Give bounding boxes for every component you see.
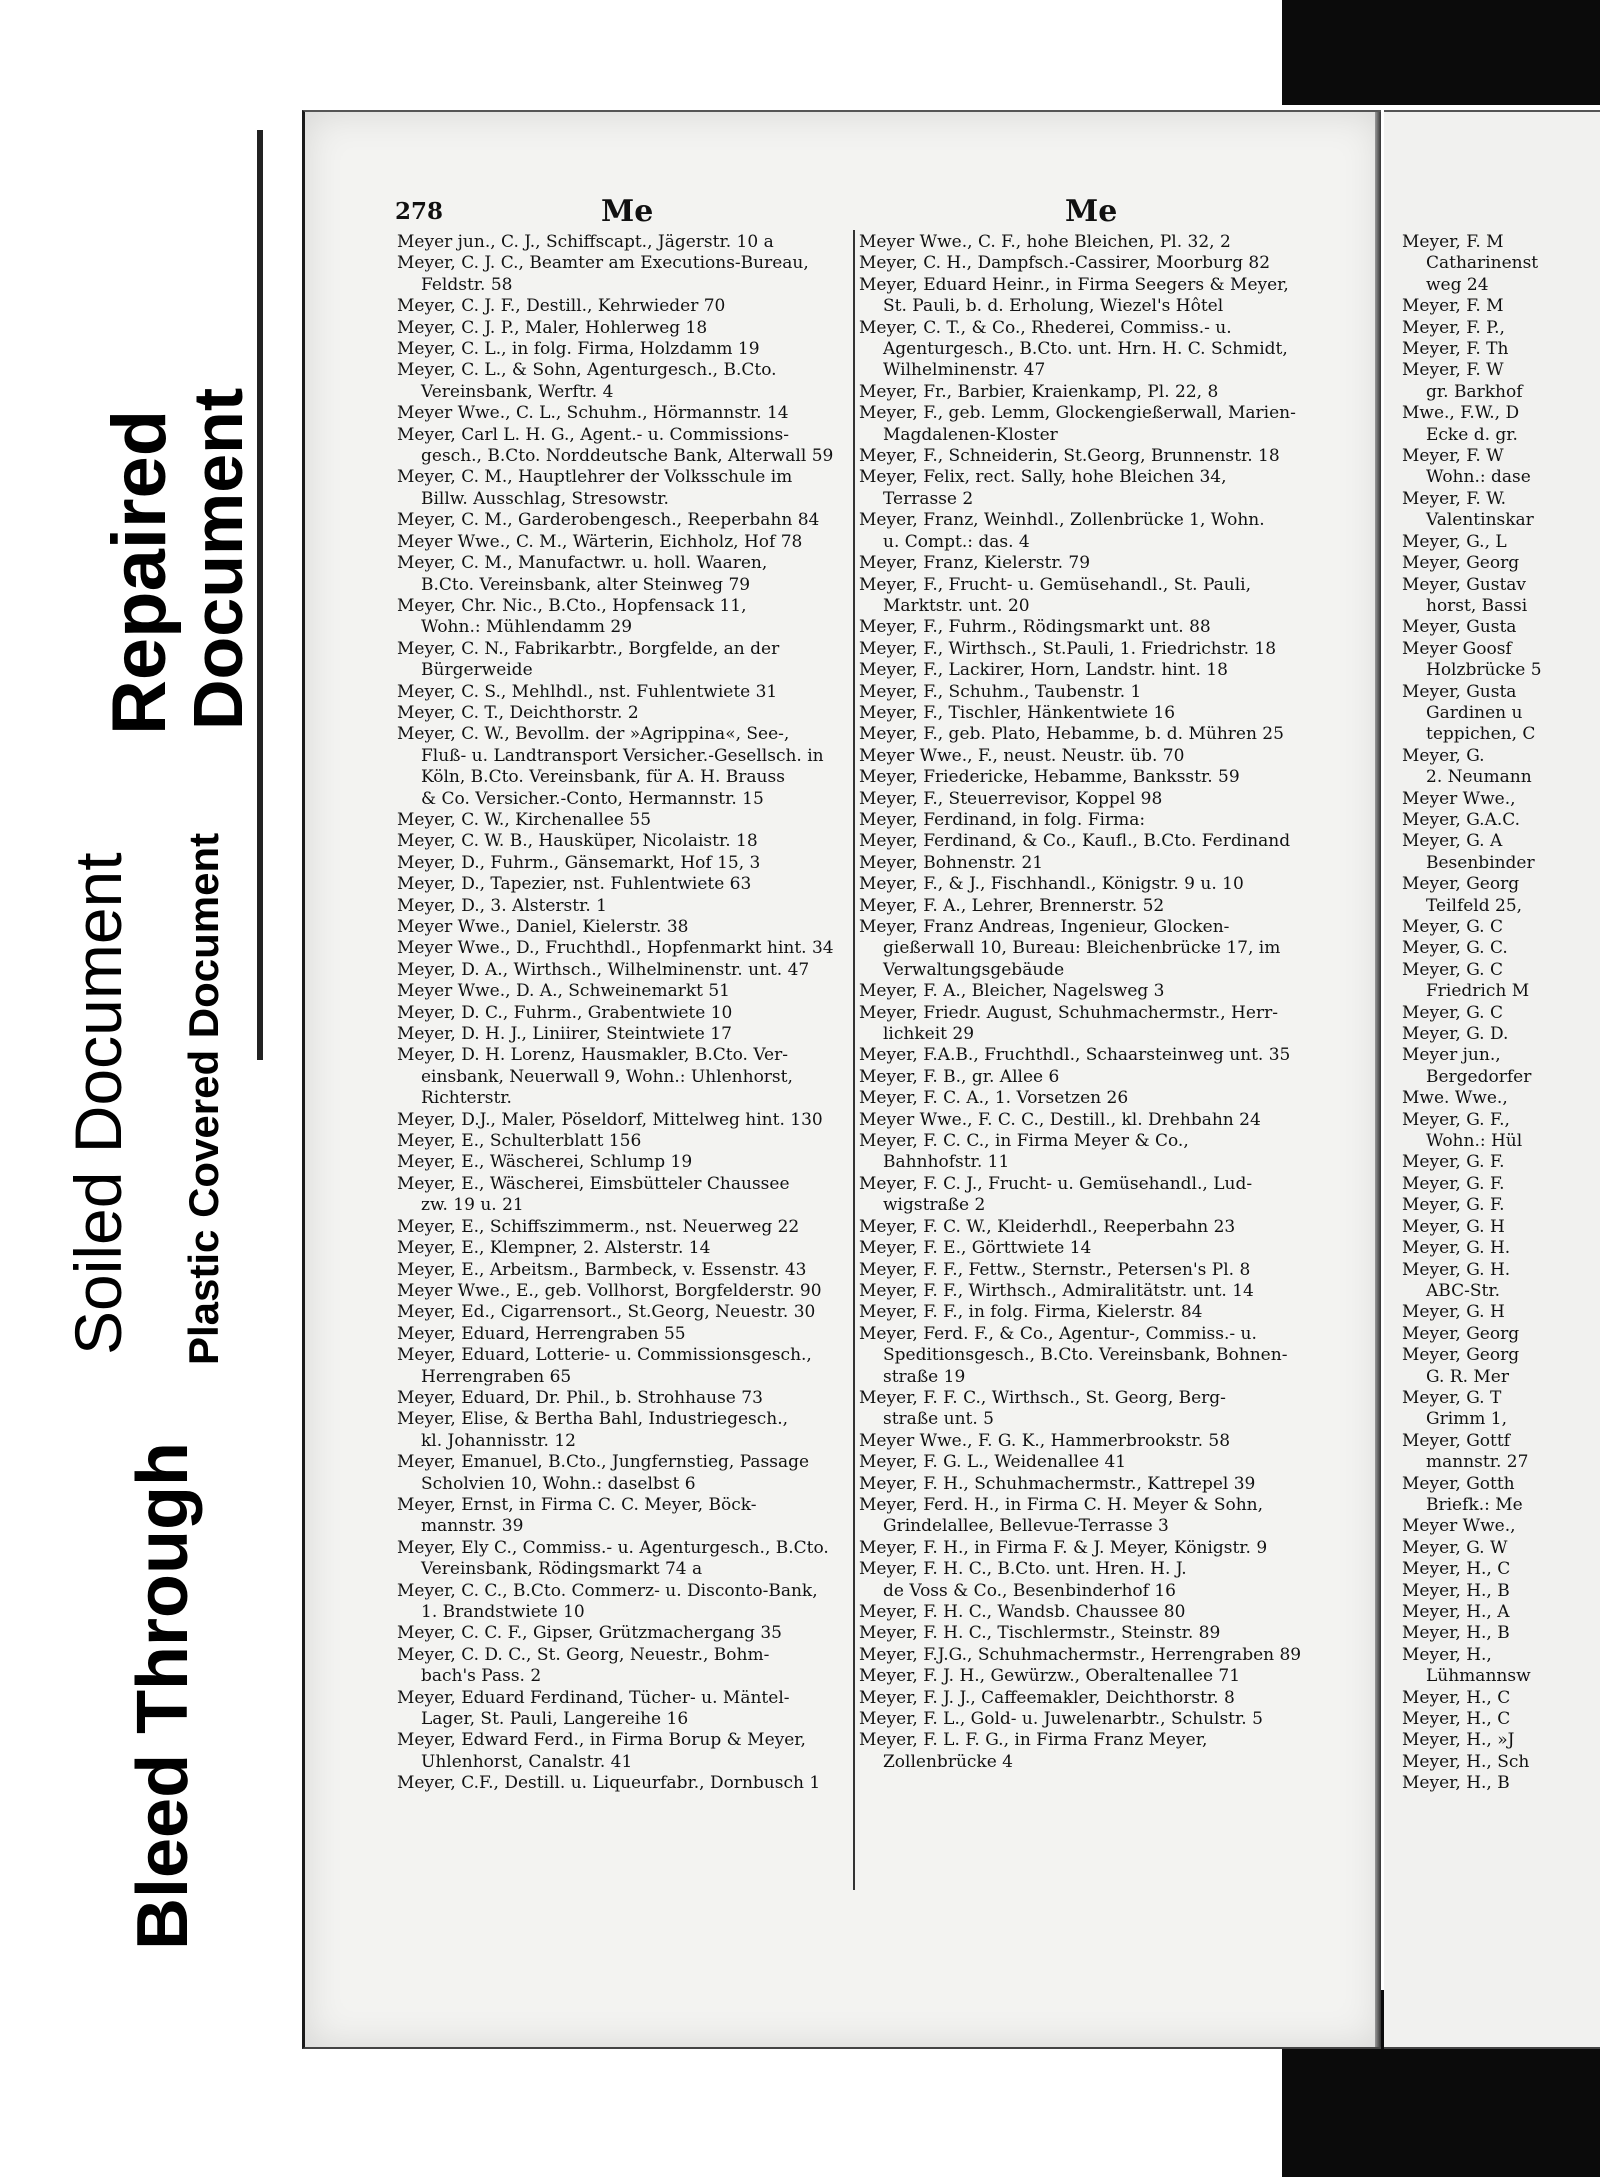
next-page-entry-line: Meyer, G. C <box>1402 917 1503 937</box>
right-column-entry-line: Speditionsgesch., B.Cto. Vereinsbank, Bohnen- <box>883 1345 1288 1366</box>
right-column-entry-line: wigstraße 2 <box>883 1195 986 1216</box>
left-column-entry-line: mannstr. 39 <box>421 1516 524 1537</box>
next-page-entry-line: Friedrich M <box>1426 981 1530 1002</box>
next-page-entry-line: Wohn.: dase <box>1426 467 1531 488</box>
next-page-entry-line: Mwe. Wwe., <box>1402 1088 1508 1109</box>
left-column-entry-line: Meyer, D. C., Fuhrm., Grabentwiete 10 <box>397 1002 733 1023</box>
left-column-entry-line: Köln, B.Cto. Vereinsbank, für A. H. Brauss <box>421 767 785 788</box>
right-column-entry-line: Meyer, C. H., Dampfsch.-Cassirer, Moorburg 82 <box>859 253 1271 274</box>
left-column-entry-line: Meyer, D., Fuhrm., Gänsemarkt, Hof 15, 3 <box>397 852 761 873</box>
next-page-entry-line: Meyer, F. W <box>1402 360 1504 381</box>
next-page-entry-line: Meyer, F. W. <box>1402 488 1507 509</box>
next-page-entry-line: Meyer, F. M <box>1402 296 1504 317</box>
left-column-entry-line: Meyer, E., Schiffszimmerm., nst. Neuerweg 22 <box>397 1216 800 1237</box>
right-column-entry-line: Meyer, F. C. W., Kleiderhdl., Reeperbahn 23 <box>859 1216 1236 1237</box>
right-column-entry-line: Meyer, Eduard Heinr., in Firma Seegers & Meyer, <box>859 274 1289 295</box>
page-number: 278 <box>395 198 444 225</box>
right-column-entry-line: Meyer, Bohnenstr. 21 <box>859 852 1044 873</box>
next-page-entry-line: Meyer, G. H. <box>1402 1238 1511 1259</box>
left-column-entry-line: Meyer Wwe., E., geb. Vollhorst, Borgfelderstr. 90 <box>397 1280 822 1301</box>
right-column-entry-line: Meyer, F. C. C., in Firma Meyer & Co., <box>859 1131 1189 1152</box>
left-column-entry-line: Meyer, C. M., Garderobengesch., Reeperbahn 84 <box>397 510 820 531</box>
right-column-entry-line: Meyer, F., Fuhrm., Rödingsmarkt unt. 88 <box>859 617 1211 638</box>
left-column-entry-line: einsbank, Neuerwall 9, Wohn.: Uhlenhorst, <box>421 1066 793 1087</box>
right-column-entry-line: Zollenbrücke 4 <box>883 1751 1013 1772</box>
right-column-entry-line: straße unt. 5 <box>883 1409 994 1430</box>
left-column-entry-line: B.Cto. Vereinsbank, alter Steinweg 79 <box>421 574 751 595</box>
right-column-entry-line: Meyer, F. H., in Firma F. & J. Meyer, Königstr. 9 <box>859 1537 1268 1558</box>
right-column-entry-line: Meyer Wwe., F., neust. Neustr. üb. 70 <box>859 745 1185 766</box>
right-column-entry-line: Meyer, F. H., Schuhmachermstr., Kattrepel 39 <box>859 1473 1256 1494</box>
scanner-mask-top <box>1282 0 1600 105</box>
next-page-entry-line: Meyer, Gusta <box>1402 617 1517 638</box>
left-column-entry-line: Herrengraben 65 <box>421 1366 572 1387</box>
next-page-entry-line: Meyer, H., C <box>1402 1687 1511 1708</box>
right-column-entry-line: Meyer Wwe., C. F., hohe Bleichen, Pl. 32, 2 <box>859 232 1231 252</box>
left-column-entry-line: Uhlenhorst, Canalstr. 41 <box>421 1751 633 1772</box>
right-column-entry-line: Meyer, F., Frucht- u. Gemüsehandl., St. Pauli, <box>859 574 1252 595</box>
right-column-entry-line: Meyer, F. B., gr. Allee 6 <box>859 1066 1060 1087</box>
left-column-entry-line: Bürgerweide <box>421 660 533 681</box>
right-column-entry-line: Wilhelminenstr. 47 <box>883 360 1046 381</box>
right-column-entry-line: Meyer, F. A., Bleicher, Nagelsweg 3 <box>859 981 1165 1002</box>
next-page-entry-line: 2. Neumann <box>1426 767 1532 788</box>
next-page-entry-line: Meyer, H., C <box>1402 1709 1511 1730</box>
next-page-entry-line: Meyer Goosf <box>1402 638 1512 659</box>
right-column-entry-line: Meyer, F. J. H., Gewürzw., Oberaltenallee 71 <box>859 1666 1241 1687</box>
left-column-entry-line: Meyer, C. L., in folg. Firma, Holzdamm 19 <box>397 339 760 360</box>
left-column-entry-line: Meyer, Emanuel, B.Cto., Jungfernstieg, Passage <box>397 1452 810 1473</box>
directory-page <box>302 110 1381 2049</box>
right-column-entry-line: Meyer Wwe., F. G. K., Hammerbrookstr. 58 <box>859 1430 1231 1451</box>
right-column-entry-line: Verwaltungsgebäude <box>883 959 1065 980</box>
right-column-entry-line: Agenturgesch., B.Cto. unt. Hrn. H. C. Schmidt, <box>883 339 1288 360</box>
next-page-entry-line: Mwe., F.W., D <box>1402 403 1520 424</box>
soiled-document-label: Soiled Document <box>61 852 135 1355</box>
left-column-entry-line: bach's Pass. 2 <box>421 1666 542 1687</box>
right-column-entry-line: gießerwall 10, Bureau: Bleichenbrücke 17, im <box>883 938 1281 959</box>
left-column-entry-line: Meyer, Edward Ferd., in Firma Borup & Meyer, <box>397 1730 806 1751</box>
next-page-entry-line: Meyer, G. A <box>1402 831 1503 852</box>
right-column-entry-line: Meyer, Ferdinand, & Co., Kaufl., B.Cto. Ferdinand <box>859 831 1291 852</box>
left-column-entry-line: Meyer, C. J. P., Maler, Hohlerweg 18 <box>397 317 708 338</box>
next-page-entry-line: Grimm 1, <box>1426 1409 1508 1430</box>
right-column-entry-line: Meyer, F. L., Gold- u. Juwelenarbtr., Schulstr. 5 <box>859 1709 1263 1730</box>
left-column-entry-line: Richterstr. <box>421 1088 512 1109</box>
right-column-entry-line: Meyer, F. G. L., Weidenallee 41 <box>859 1452 1127 1473</box>
left-column-entry-line: Meyer, D., Tapezier, nst. Fuhlentwiete 63 <box>397 874 752 895</box>
left-column-entry-line: zw. 19 u. 21 <box>421 1195 524 1216</box>
next-page-entry-line: Meyer, H., »J <box>1402 1730 1515 1751</box>
running-header-left: Me <box>601 194 654 229</box>
left-column-entry-line: Meyer, C.F., Destill. u. Liqueurfabr., Dornbusch 1 <box>397 1773 821 1794</box>
next-page-entry-line: Meyer, G. F. <box>1402 1195 1505 1216</box>
right-column-entry-line: Meyer, F., Wirthsch., St.Pauli, 1. Friedrichstr. 18 <box>859 638 1277 659</box>
next-page-entry-line: Meyer, G. F. <box>1402 1173 1505 1194</box>
left-column-entry-line: Meyer, C. S., Mehlhdl., nst. Fuhlentwiete 31 <box>397 681 778 702</box>
next-page-entry-line: Meyer jun., <box>1402 1045 1501 1066</box>
right-column-entry-line: Meyer, Ferd. F., & Co., Agentur-, Commiss.- u. <box>859 1323 1257 1344</box>
next-page-entry-line: Meyer, G. W <box>1402 1537 1508 1558</box>
right-column-entry-line: Meyer, F. C. J., Frucht- u. Gemüsehandl., Lud- <box>859 1173 1253 1194</box>
left-column-entry-line: Fluß- u. Landtransport Versicher.-Gesellsch. in <box>421 745 824 766</box>
right-column-entry-line: Meyer, F. F. C., Wirthsch., St. Georg, Berg- <box>859 1387 1226 1408</box>
right-column-entry-line: Grindelallee, Bellevue-Terrasse 3 <box>883 1516 1169 1537</box>
right-column-entry-line: Meyer, Ferd. H., in Firma C. H. Meyer & Sohn, <box>859 1494 1264 1515</box>
left-column-entry-line: Meyer Wwe., D., Fruchthdl., Hopfenmarkt hint. 34 <box>397 938 834 959</box>
right-column-entry-line: Marktstr. unt. 20 <box>883 595 1030 616</box>
left-column-entry-line: Meyer, Chr. Nic., B.Cto., Hopfensack 11, <box>397 595 747 616</box>
next-page-entry-line: Meyer, H., C <box>1402 1559 1511 1580</box>
right-column-entry-line: Terrasse 2 <box>883 488 974 509</box>
left-column-entry-line: Meyer Wwe., C. M., Wärterin, Eichholz, Hof 78 <box>397 531 803 552</box>
next-page-entry-line: Meyer, G. D. <box>1402 1024 1509 1045</box>
next-page-entry-line: Meyer, H., Sch <box>1402 1751 1530 1772</box>
right-column-entry-line: Meyer, Felix, rect. Sally, hohe Bleichen 34, <box>859 467 1227 488</box>
left-column-entry-line: Meyer, E., Wäscherei, Eimsbütteler Chaussee <box>397 1173 790 1194</box>
left-column-entry-line: Meyer, E., Wäscherei, Schlump 19 <box>397 1152 693 1173</box>
left-column-entry-line: Meyer, D. H. Lorenz, Hausmakler, B.Cto. Ver- <box>397 1045 788 1066</box>
next-page-entry-line: Meyer, Georg <box>1402 553 1520 574</box>
right-column-entry-line: Meyer, F. A., Lehrer, Brennerstr. 52 <box>859 895 1165 916</box>
left-column-entry-line: 1. Brandstwiete 10 <box>421 1602 585 1622</box>
left-column-entry-line: kl. Johannisstr. 12 <box>421 1430 576 1451</box>
right-column-entry-line: Magdalenen-Kloster <box>883 424 1058 445</box>
next-page-entry-line: Meyer, H., B <box>1402 1773 1510 1794</box>
next-page-entry-line: Lühmannsw <box>1426 1666 1531 1687</box>
left-column-entry-line: Meyer, Elise, & Bertha Bahl, Industriegesch., <box>397 1409 789 1430</box>
right-column-entry-line: Meyer, Franz, Kielerstr. 79 <box>859 553 1091 574</box>
right-column-entry-line: Meyer, F., geb. Plato, Hebamme, b. d. Mühren 25 <box>859 724 1284 745</box>
next-page-entry-line: gr. Barkhof <box>1426 381 1523 402</box>
left-column-entry-line: Meyer, E., Schulterblatt 156 <box>397 1131 642 1152</box>
right-column-entry-line: Meyer, F., Lackirer, Horn, Landstr. hint. 18 <box>859 660 1228 681</box>
next-page-fragment <box>1384 110 1600 2049</box>
next-page-entry-line: Meyer, Gottf <box>1402 1430 1510 1451</box>
left-column-entry-line: Feldstr. 58 <box>421 274 513 295</box>
next-page-column-entries <box>1402 232 1600 1795</box>
right-column-entry-line: Meyer, Ferdinand, in folg. Firma: <box>859 809 1146 830</box>
right-column-entry-line: Meyer, F. H. C., Tischlermstr., Steinstr. 89 <box>859 1623 1221 1644</box>
next-page-entry-line: Meyer, G. H. <box>1402 1259 1511 1280</box>
next-page-entry-line: Meyer, Georg <box>1402 1323 1520 1344</box>
right-column-entry-line: Meyer, F. C. A., 1. Vorsetzen 26 <box>859 1088 1129 1109</box>
right-column-entries <box>859 232 1319 1773</box>
left-column-entry-line: Scholvien 10, Wohn.: daselbst 6 <box>421 1473 696 1494</box>
left-column-entry-line: Meyer Wwe., D. A., Schweinemarkt 51 <box>397 981 731 1002</box>
next-page-entry-line: Meyer, H., B <box>1402 1623 1510 1644</box>
left-column-entry-line: Meyer, E., Arbeitsm., Barmbeck, v. Essenstr. 43 <box>397 1259 807 1280</box>
binding-edge <box>257 130 263 1060</box>
left-column-entry-line: Meyer, Eduard Ferdinand, Tücher- u. Mäntel- <box>397 1687 790 1708</box>
right-column-entry-line: Meyer, F. L. F. G., in Firma Franz Meyer, <box>859 1730 1208 1751</box>
next-page-entry-line: Meyer Wwe., <box>1402 788 1516 809</box>
next-page-entry-line: Meyer, Gustav <box>1402 574 1527 595</box>
left-column-entry-line: Meyer, C. W., Bevollm. der »Agrippina«, See-, <box>397 724 790 745</box>
left-column-entry-line: Meyer, C. L., & Sohn, Agenturgesch., B.Cto. <box>397 360 777 381</box>
next-page-entry-line: Gardinen u <box>1426 702 1523 723</box>
next-page-entry-line: Meyer, Georg <box>1402 1345 1520 1366</box>
repaired-label-line1: Repaired <box>97 409 182 735</box>
right-column-entry-line: Meyer, F., geb. Lemm, Glockengießerwall, Marien- <box>859 403 1296 424</box>
left-column-entry-line: Meyer, C. W., Kirchenallee 55 <box>397 809 652 830</box>
right-column-entry-line: lichkeit 29 <box>883 1024 975 1045</box>
right-column-entry-line: Meyer, F.A.B., Fruchthdl., Schaarsteinweg unt. 35 <box>859 1045 1291 1066</box>
right-column-entry-line: Meyer, F. J. J., Caffeemakler, Deichthorstr. 8 <box>859 1687 1235 1708</box>
right-column-entry-line: Meyer, F., & J., Fischhandl., Königstr. 9 u. 10 <box>859 874 1244 895</box>
right-column-entry-line: Meyer, F. F., Wirthsch., Admiralitätstr. unt. 14 <box>859 1280 1254 1301</box>
right-column-entry-line: Meyer, F. F., Fettw., Sternstr., Petersen's Pl. 8 <box>859 1259 1251 1280</box>
right-column-entry-line: Meyer, F. H. C., Wandsb. Chaussee 80 <box>859 1602 1186 1622</box>
next-page-entry-line: Meyer, F. M <box>1402 232 1504 252</box>
left-column-entry-line: Vereinsbank, Rödingsmarkt 74 a <box>421 1559 703 1580</box>
left-column-entry-line: Meyer, Eduard, Lotterie- u. Commissionsgesch., <box>397 1345 812 1366</box>
next-page-entry-line: mannstr. 27 <box>1426 1452 1529 1473</box>
next-page-entry-line: Meyer, H., <box>1402 1644 1492 1665</box>
left-column-entry-line: Meyer Wwe., Daniel, Kielerstr. 38 <box>397 917 689 937</box>
next-page-entry-line: Meyer, Gusta <box>1402 681 1517 702</box>
right-column-entry-line: u. Compt.: das. 4 <box>883 531 1030 552</box>
next-page-entry-line: Meyer, G. C <box>1402 959 1503 980</box>
left-column-entry-line: Meyer, D.J., Maler, Pöseldorf, Mittelweg hint. 130 <box>397 1109 823 1130</box>
right-column-entry-line: Meyer, F. E., Görttwiete 14 <box>859 1238 1092 1259</box>
left-column-entry-line: Meyer, C. D. C., St. Georg, Neuestr., Bohm- <box>397 1644 770 1665</box>
left-column-entry-line: Meyer, C. C., B.Cto. Commerz- u. Disconto-Bank, <box>397 1580 818 1601</box>
left-column-entry-line: Meyer, E., Klempner, 2. Alsterstr. 14 <box>397 1238 711 1259</box>
left-column-entry-line: Meyer, Ernst, in Firma C. C. Meyer, Böck- <box>397 1494 757 1515</box>
right-column-entry-line: Meyer, F. H. C., B.Cto. unt. Hren. H. J. <box>859 1559 1187 1580</box>
next-page-entry-line: Bergedorfer <box>1426 1066 1532 1087</box>
left-column-entry-line: gesch., B.Cto. Norddeutsche Bank, Alterwall 59 <box>421 446 834 467</box>
right-column-entry-line: straße 19 <box>883 1366 966 1387</box>
next-page-entry-line: Meyer, Georg <box>1402 874 1520 895</box>
next-page-entry-line: teppichen, C <box>1426 724 1536 745</box>
left-column-entry-line: Meyer, C. M., Hauptlehrer der Volksschule im <box>397 467 793 488</box>
right-column-entry-line: Meyer, Franz Andreas, Ingenieur, Glocken- <box>859 917 1230 937</box>
left-column-entry-line: Meyer, Eduard, Dr. Phil., b. Strohhause 73 <box>397 1387 763 1408</box>
page-gutter <box>1375 112 1381 2047</box>
next-page-entry-line: Ecke d. gr. <box>1426 424 1518 445</box>
left-column-entry-line: Meyer, D., 3. Alsterstr. 1 <box>397 895 607 916</box>
right-column-entry-line: Meyer, F., Schuhm., Taubenstr. 1 <box>859 681 1142 702</box>
next-page-entry-line: Meyer, G. C <box>1402 1002 1503 1023</box>
right-column-entry-line: Meyer, F., Schneiderin, St.Georg, Brunnenstr. 18 <box>859 446 1280 467</box>
left-column-entry-line: & Co. Versicher.-Conto, Hermannstr. 15 <box>421 788 764 809</box>
next-page-entry-line: Meyer, G., L <box>1402 531 1507 552</box>
right-column-entry-line: Meyer, F. F., in folg. Firma, Kielerstr. 84 <box>859 1302 1203 1323</box>
right-column-entry-line: Meyer, F., Steuerrevisor, Koppel 98 <box>859 788 1163 809</box>
right-column-entry-line: Meyer, Friedericke, Hebamme, Banksstr. 59 <box>859 767 1240 788</box>
next-page-entry-line: Teilfeld 25, <box>1426 895 1523 916</box>
left-column-entry-line: Meyer jun., C. J., Schiffscapt., Jägerstr. 10 a <box>397 232 774 252</box>
next-page-entry-line: Meyer, G. F. <box>1402 1152 1505 1173</box>
next-page-entry-line: Briefk.: Me <box>1426 1494 1523 1515</box>
next-page-entry-line: Meyer Wwe., <box>1402 1516 1516 1537</box>
left-column-entry-line: Vereinsbank, Werftr. 4 <box>421 381 614 402</box>
right-column-entry-line: Meyer, Friedr. August, Schuhmachermstr., Herr- <box>859 1002 1278 1023</box>
running-header-right: Me <box>1065 194 1118 229</box>
bleed-through-label: Bleed Through <box>123 1442 203 1950</box>
right-column-entry-line: Meyer, Fr., Barbier, Kraienkamp, Pl. 22, 8 <box>859 381 1219 402</box>
column-divider <box>853 230 855 1890</box>
left-column-entry-line: Meyer, D. H. J., Liniirer, Steintwiete 17 <box>397 1024 732 1045</box>
next-page-entry-line: horst, Bassi <box>1426 595 1528 616</box>
next-page-entry-line: Meyer, G. H <box>1402 1302 1505 1323</box>
next-page-entry-line: Catharinenst <box>1426 253 1539 274</box>
left-column-entry-line: Meyer, Ely C., Commiss.- u. Agenturgesch., B.Cto. <box>397 1537 829 1558</box>
next-page-entry-line: Meyer, G.A.C. <box>1402 809 1521 830</box>
next-page-entry-line: Besenbinder <box>1426 852 1535 873</box>
left-column-entry-line: Meyer, C. J. C., Beamter am Executions-Bureau, <box>397 253 809 274</box>
right-column-entry-line: Meyer, F., Tischler, Hänkentwiete 16 <box>859 702 1176 723</box>
next-page-entry-line: Meyer, G. <box>1402 745 1485 766</box>
right-column-entry-line: de Voss & Co., Besenbinderhof 16 <box>883 1580 1176 1601</box>
left-column-entry-line: Billw. Ausschlag, Stresowstr. <box>421 488 669 509</box>
left-column-entry-line: Meyer, Eduard, Herrengraben 55 <box>397 1323 686 1344</box>
next-page-entry-line: Holzbrücke 5 <box>1426 660 1542 681</box>
left-column-entry-line: Meyer, C. T., Deichthorstr. 2 <box>397 702 639 723</box>
left-column-entry-line: Meyer, C. N., Fabrikarbtr., Borgfelde, an der <box>397 638 780 659</box>
left-column-entry-line: Meyer, D. A., Wirthsch., Wilhelminenstr. unt. 47 <box>397 959 810 980</box>
next-page-entry-line: Meyer, G. C. <box>1402 938 1508 959</box>
left-column-entry-line: Wohn.: Mühlendamm 29 <box>421 617 633 638</box>
next-page-entry-line: ABC-Str. <box>1426 1280 1500 1301</box>
right-column-entry-line: St. Pauli, b. d. Erholung, Wiezel's Hôtel <box>883 296 1224 317</box>
next-page-entry-line: Meyer, F. Th <box>1402 339 1509 360</box>
next-page-entry-line: Meyer, F. P., <box>1402 317 1505 338</box>
right-column-entry-line: Meyer Wwe., F. C. C., Destill., kl. Drehbahn 24 <box>859 1109 1261 1130</box>
next-page-entry-line: Meyer, G. T <box>1402 1387 1502 1408</box>
next-page-entry-line: Valentinskar <box>1426 510 1534 531</box>
next-page-entry-line: Meyer, G. F., <box>1402 1109 1510 1130</box>
right-column-entry-line: Bahnhofstr. 11 <box>883 1152 1010 1173</box>
next-page-entry-line: Meyer, H., A <box>1402 1602 1510 1622</box>
left-column-entry-line: Meyer Wwe., C. L., Schuhm., Hörmannstr. 14 <box>397 403 789 424</box>
plastic-covered-label: Plastic Covered Document <box>180 832 227 1365</box>
left-column-entry-line: Meyer, Ed., Cigarrensort., St.Georg, Neuestr. 30 <box>397 1302 816 1323</box>
right-column-entry-line: Meyer, C. T., & Co., Rhederei, Commiss.- u. <box>859 317 1232 338</box>
next-page-entry-line: weg 24 <box>1426 274 1489 295</box>
left-column-entry-line: Meyer, Carl L. H. G., Agent.- u. Commissions- <box>397 424 789 445</box>
left-column-entry-line: Lager, St. Pauli, Langereihe 16 <box>421 1709 689 1730</box>
next-page-entry-line: Meyer, G. H <box>1402 1216 1505 1237</box>
left-column-entry-line: Meyer, C. M., Manufactwr. u. holl. Waaren, <box>397 553 768 574</box>
right-column-entry-line: Meyer, Franz, Weinhdl., Zollenbrücke 1, Wohn. <box>859 510 1265 531</box>
next-page-entry-line: Meyer, H., B <box>1402 1580 1510 1601</box>
left-column-entry-line: Meyer, C. C. F., Gipser, Grützmachergang 35 <box>397 1623 782 1644</box>
left-column-entry-line: Meyer, C. J. F., Destill., Kehrwieder 70 <box>397 296 726 317</box>
repaired-label-line2: Document <box>179 387 257 730</box>
left-column-entry-line: Meyer, C. W. B., Hausküper, Nicolaistr. 18 <box>397 831 758 852</box>
next-page-entry-line: G. R. Mer <box>1426 1366 1509 1387</box>
next-page-entry-line: Meyer, F. W <box>1402 446 1504 467</box>
next-page-entry-line: Wohn.: Hül <box>1426 1131 1523 1152</box>
next-page-entry-line: Meyer, Gotth <box>1402 1473 1515 1494</box>
right-column-entry-line: Meyer, F.J.G., Schuhmachermstr., Herrengraben 89 <box>859 1644 1302 1665</box>
